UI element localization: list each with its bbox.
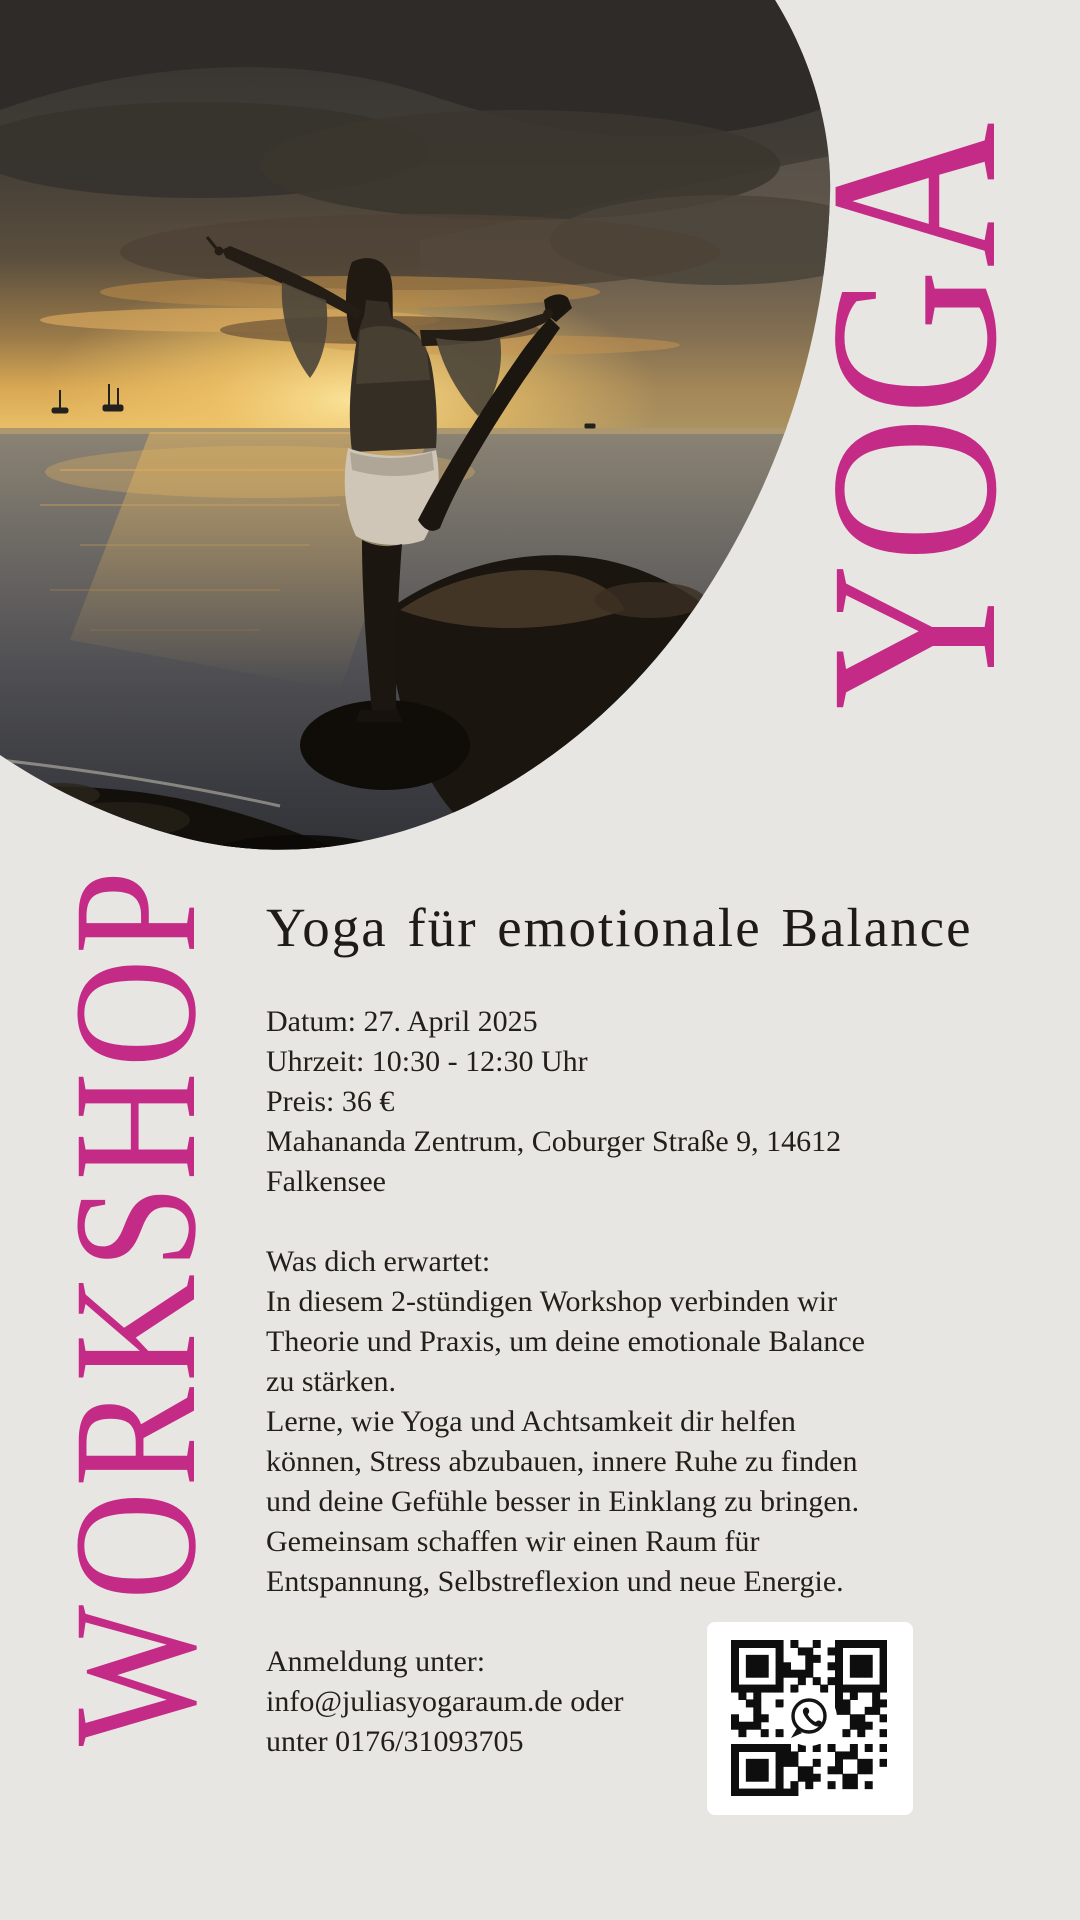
body-line: In diesem 2-stündigen Workshop verbinden wir — [266, 1285, 838, 1318]
body-line: unter 0176/31093705 — [266, 1725, 524, 1758]
body-line: info@juliasyogaraum.de oder — [266, 1685, 624, 1718]
body-line: Uhrzeit: 10:30 - 12:30 Uhr — [266, 1045, 588, 1078]
description-block — [266, 1242, 906, 1602]
body-line: können, Stress abzubauen, innere Ruhe zu finden — [266, 1445, 858, 1478]
body-line: Theorie und Praxis, um deine emotionale Balance — [266, 1325, 865, 1358]
yoga-vertical-text: YOGA — [780, 120, 1046, 710]
body-line: Mahananda Zentrum, Coburger Straße 9, 14612 — [266, 1125, 842, 1158]
body-line: Preis: 36 € — [266, 1085, 395, 1118]
body-line: Gemeinsam schaffen wir einen Raum für — [266, 1525, 760, 1558]
workshop-vertical-text: WORKSHOP — [38, 865, 233, 1747]
qr-card — [707, 1622, 913, 1815]
body-line: Falkensee — [266, 1165, 386, 1198]
body-line: Lerne, wie Yoga und Achtsamkeit dir helfen — [266, 1405, 796, 1438]
whatsapp-qr-code — [731, 1640, 887, 1796]
body-line: zu stärken. — [266, 1365, 396, 1398]
body-line: und deine Gefühle besser in Einklang zu bringen. — [266, 1485, 860, 1518]
details-block — [266, 1002, 906, 1202]
body-line: Was dich erwartet: — [266, 1245, 491, 1278]
body-line: Entspannung, Selbstreflexion und neue Energie. — [266, 1565, 844, 1598]
sunset-beach-yoga-photo — [0, 0, 860, 880]
body-line: Datum: 27. April 2025 — [266, 1005, 538, 1038]
body-line: Anmeldung unter: — [266, 1645, 486, 1678]
page-title: Yoga für emotionale Balance — [266, 897, 973, 958]
